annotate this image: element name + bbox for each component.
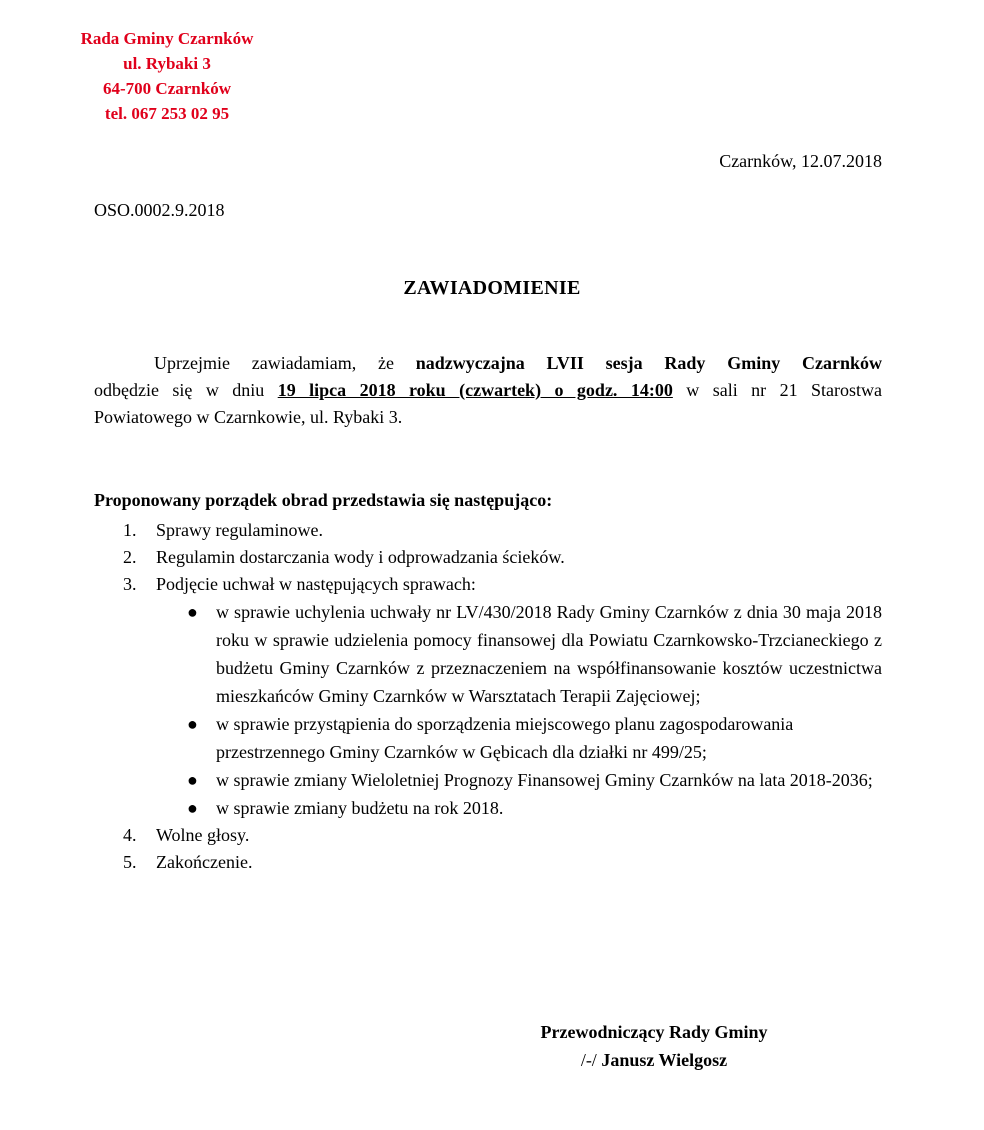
resolution-item (156, 710, 882, 766)
bullet-icon: ● (187, 770, 198, 790)
intro-line-1 (94, 350, 882, 377)
resolution-text: w sprawie uchylenia uchwały nr LV/430/2018 Rady Gminy Czarnków z dnia 30 maja 2018 roku w sprawie udzielenia pomocy finansowej dla Powiatu Czarnkowsko-Trzcianeckiego z budżetu Gminy Czarnków z przeznaczeniem na współfinansowanie kosztów uczestnictwa mieszkańców Gminy Czarnków w Warsztatach Terapii Zajęciowej; (216, 602, 882, 706)
bullet-icon: ● (187, 714, 198, 734)
agenda-heading: Proponowany porządek obrad przedstawia się następująco: (94, 490, 553, 510)
resolution-text: w sprawie zmiany Wieloletniej Prognozy Finansowej Gminy Czarnków na lata 2018-2036; (216, 770, 873, 790)
resolution-item (156, 598, 882, 710)
signatory-line (504, 1046, 804, 1074)
agenda-item-number: 4. (123, 825, 137, 845)
sender-street: ul. Rybaki 3 (123, 54, 211, 73)
resolution-item (156, 766, 882, 794)
document-title: ZAWIADOMIENIE (403, 277, 581, 299)
agenda-item-text: Zakończenie. (156, 852, 253, 872)
intro-paragraph (94, 350, 882, 431)
bullet-icon: ● (187, 602, 198, 622)
signatory-name: Janusz Wielgosz (601, 1050, 728, 1070)
intro-line-2 (94, 377, 882, 404)
signature-prefix: /-/ (580, 1050, 602, 1070)
reference-number: OSO.0002.9.2018 (94, 200, 225, 220)
session-name: nadzwyczajna LVII sesja Rady Gminy Czarnków (415, 353, 882, 373)
intro-text-2: odbędzie się w dniu (94, 380, 278, 400)
agenda-item (94, 517, 882, 544)
agenda-item-text: Wolne głosy. (156, 825, 250, 845)
sender-phone: tel. 067 253 02 95 (104, 104, 230, 123)
place-date: Czarnków, 12.07.2018 (719, 151, 882, 171)
intro-text-1: Uprzejmie zawiadamiam, że (154, 353, 416, 373)
agenda-item (94, 849, 882, 876)
intro-text-3: w sali nr 21 Starostwa (672, 380, 882, 400)
agenda-item-number: 3. (123, 574, 137, 594)
signature-block (504, 1018, 804, 1074)
bullet-icon: ● (187, 798, 198, 818)
session-date: 19 lipca 2018 roku (czwartek) o godz. 14:00 (277, 380, 673, 400)
agenda-item-number: 5. (123, 852, 137, 872)
sender-name: Rada Gminy Czarnków (80, 29, 254, 48)
sender-city: 64-700 Czarnków (103, 79, 231, 98)
agenda-item-number: 1. (123, 520, 137, 540)
agenda-item-text: Podjęcie uchwał w następujących sprawach: (156, 574, 476, 594)
agenda-item (94, 544, 882, 571)
sender-block (60, 26, 274, 126)
intro-text-4: Powiatowego w Czarnkowie, ul. Rybaki 3. (94, 407, 403, 427)
signatory-role: Przewodniczący Rady Gminy (540, 1022, 768, 1042)
agenda-item (94, 822, 882, 849)
resolution-text: w sprawie przystąpienia do sporządzenia miejscowego planu zagospodarowania przestrzennego Gminy Czarnków w Gębicach dla działki nr 499/25; (216, 714, 794, 762)
agenda-list (94, 517, 882, 876)
resolution-text: w sprawie zmiany budżetu na rok 2018. (216, 798, 504, 818)
agenda-item-number: 2. (123, 547, 137, 567)
agenda-item-text: Regulamin dostarczania wody i odprowadzania ścieków. (156, 547, 565, 567)
resolutions-list (156, 598, 882, 822)
intro-line-3 (94, 404, 882, 431)
agenda-item (94, 571, 882, 822)
agenda-item-text: Sprawy regulaminowe. (156, 520, 323, 540)
resolution-item (156, 794, 882, 822)
